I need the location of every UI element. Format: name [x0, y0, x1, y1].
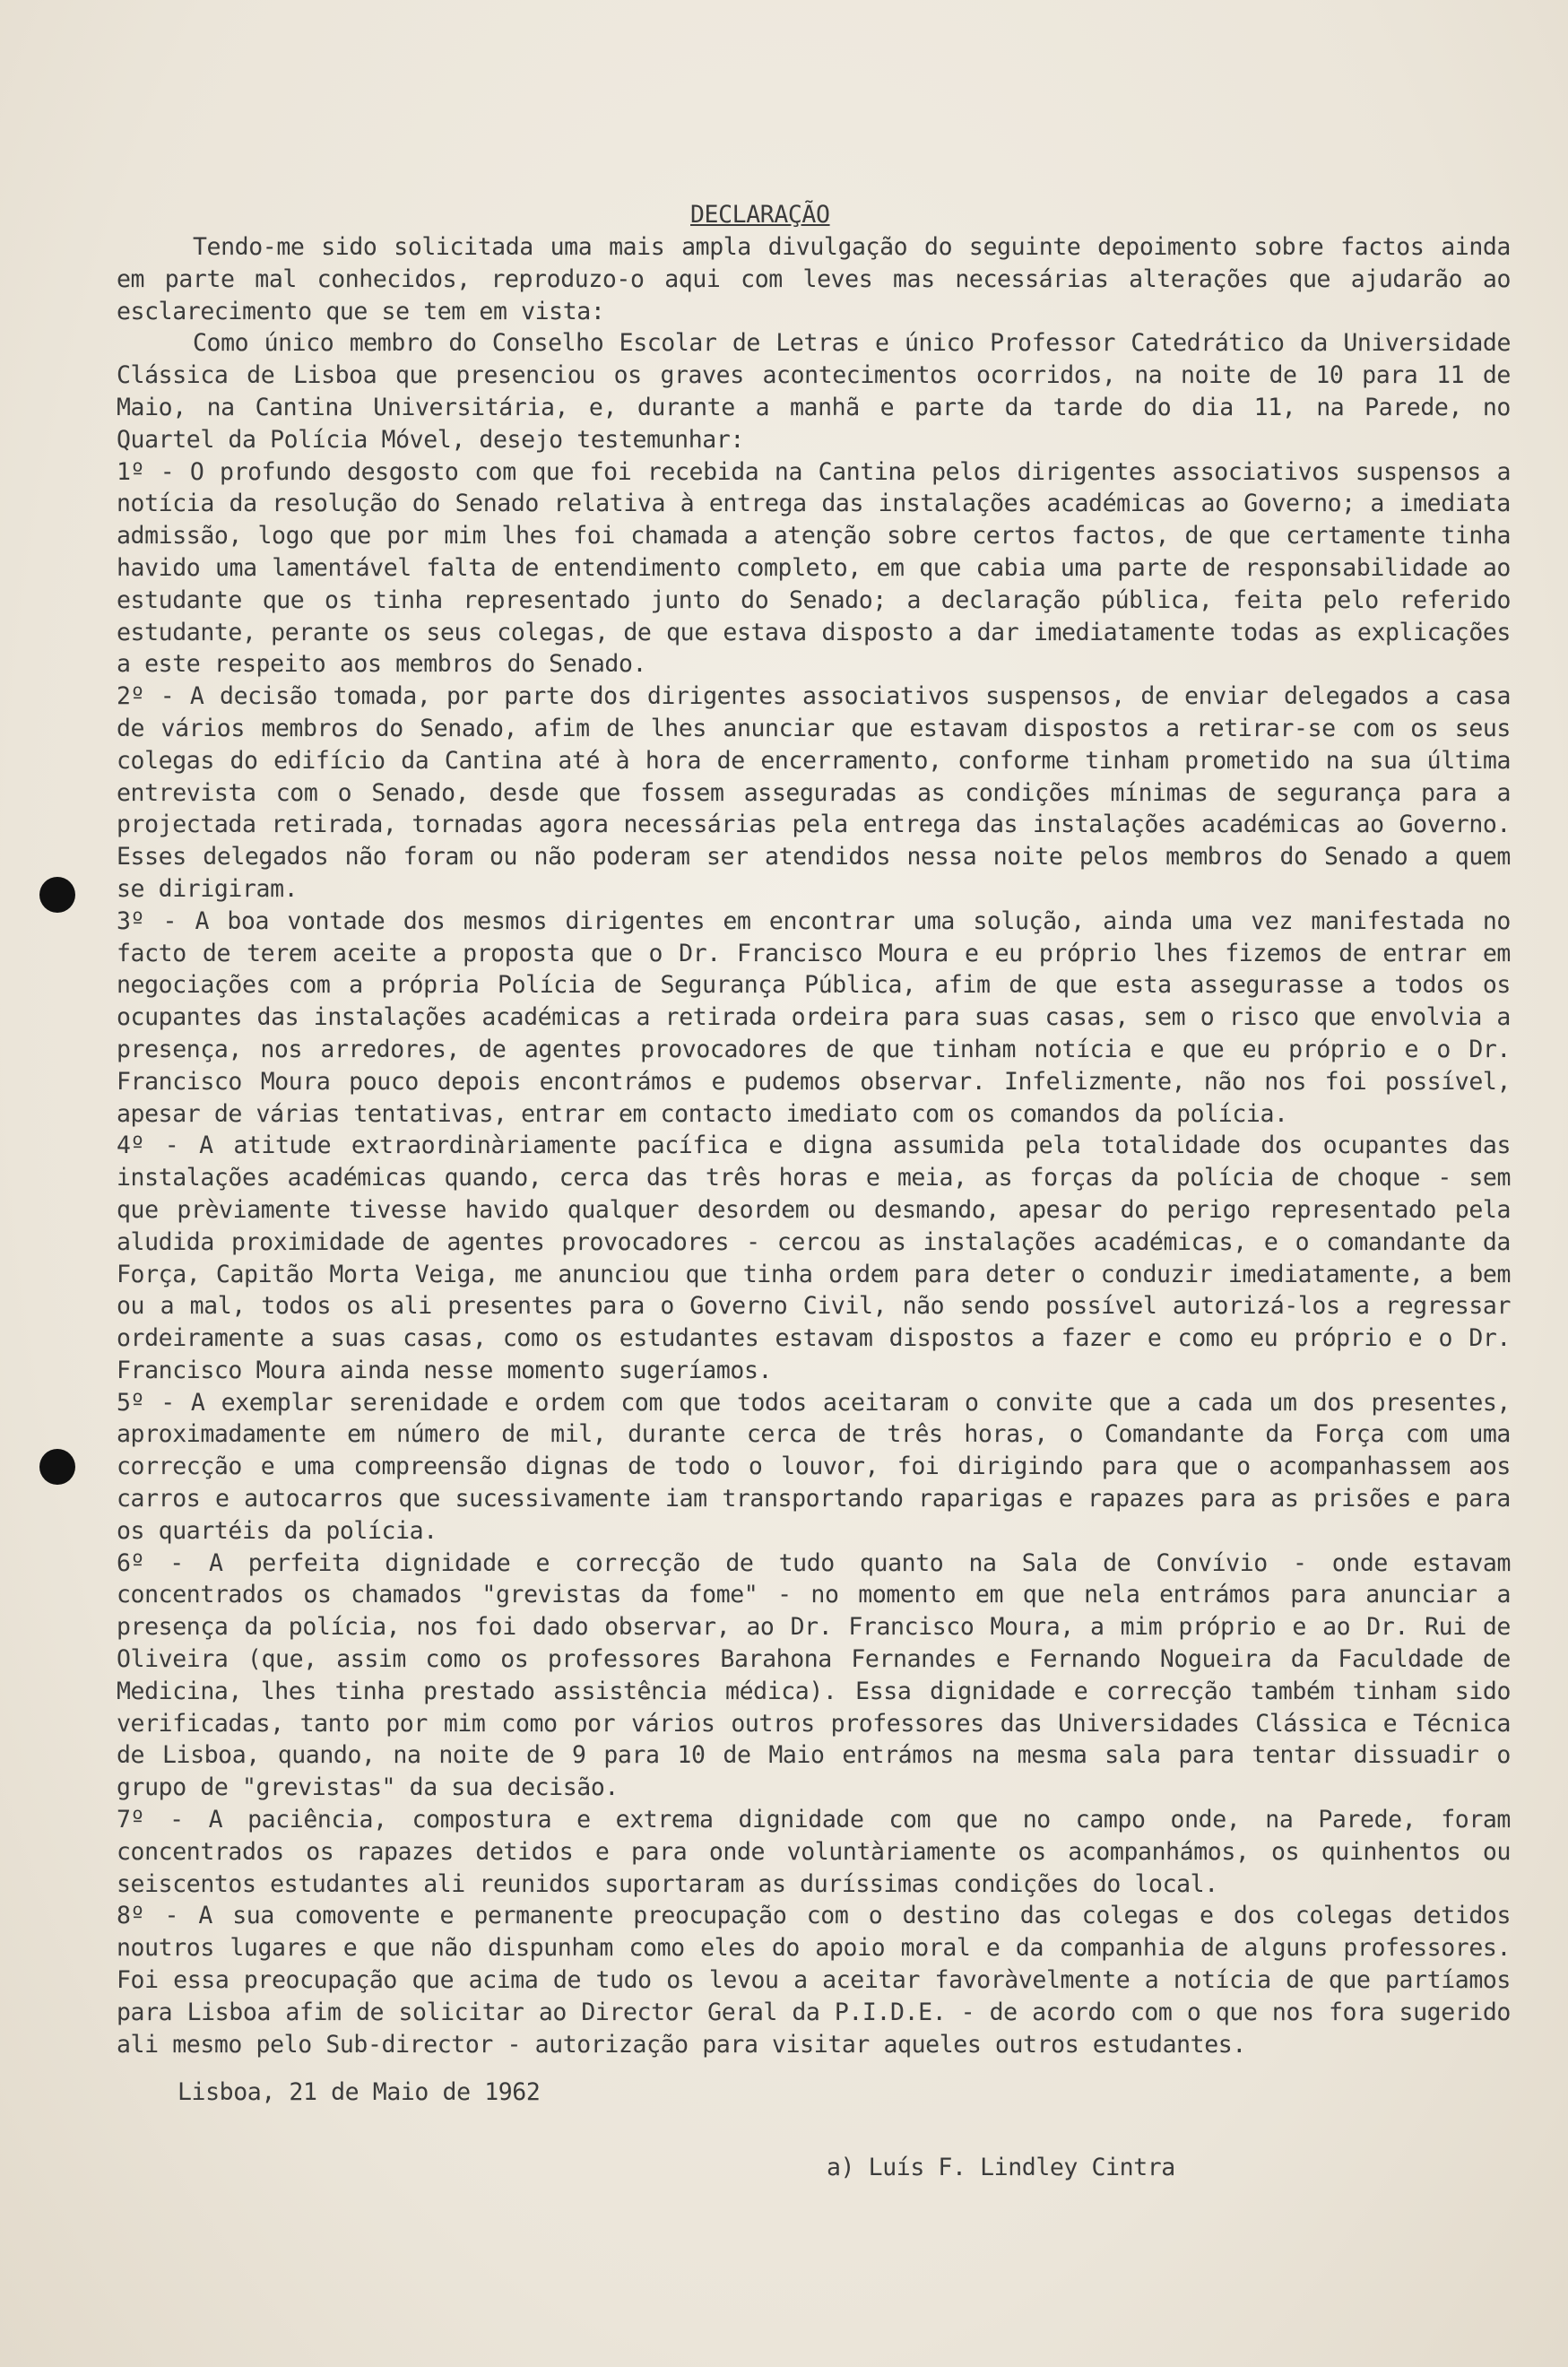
document-title: DECLARAÇÃO: [690, 201, 830, 229]
item-8: 8º - A sua comovente e permanente preocupação com o destino das colegas e dos colegas detidos noutros lugares e que não dispunham como eles do apoio moral e da companhia de alguns professores. Foi essa preocupação que acima de tudo os levou a aceitar favoràvelmente a notícia de que partíamos para Lisboa afim de solicitar ao Director Geral da P.I.D.E. - de acordo com o que nos fora sugerido ali mesmo pelo Sub-director - autorização para visitar aqueles outros estudantes.: [117, 1902, 1511, 2059]
place-date: Lisboa, 21 de Maio de 1962: [178, 2078, 541, 2106]
preamble-paragraph: Como único membro do Conselho Escolar de Letras e único Professor Catedrático da Universidade Clássica de Lisboa que presenciou os graves acontecimentos ocorridos, na noite de 10 para 11 de Maio, na Cantina Universitária, e, durante a manhã e parte da tarde do dia 11, na Parede, no Quartel da Polícia Móvel, desejo testemunhar:: [117, 329, 1511, 454]
punch-hole-top: [39, 877, 75, 913]
signature-line: a) Luís F. Lindley Cintra: [827, 2154, 1175, 2181]
item-3: 3º - A boa vontade dos mesmos dirigentes em encontrar uma solução, ainda uma vez manifestada no facto de terem aceite a proposta que o Dr. Francisco Moura e eu próprio lhes fizemos de entrar em negociações com a própria Polícia de Segurança Pública, afim de que esta assegurasse a todos os ocupantes das instalações académicas a retirada ordeira para suas casas, sem o risco que envolvia a presença, nos arredores, de agentes provocadores de que tinham notícia e que eu próprio e o Dr. Francisco Moura pouco depois encontrámos e pudemos observar. Infelizmente, não nos foi possível, apesar de várias tentativas, entrar em contacto imediato com os comandos da polícia.: [117, 906, 1511, 1128]
item-1: 1º - O profundo desgosto com que foi recebida na Cantina pelos dirigentes associativos suspensos a notícia da resolução do Senado relativa à entrega das instalações académicas ao Governo; a imediata admissão, logo que por mim lhes foi chamada a atenção sobre certos factos, de que certamente tinha havido uma lamentável falta de entendimento completo, em que cabia uma parte de responsabilidade ao estudante que os tinha representado junto do Senado; a declaração pública, feita pelo referido estudante, perante os seus colegas, de que estava disposto a dar imediatamente todas as explicações a este respeito aos membros do Senado.: [117, 457, 1511, 679]
declaration-body: [117, 199, 1511, 2060]
punch-hole-bottom: [39, 1449, 75, 1485]
item-5: 5º - A exemplar serenidade e ordem com que todos aceitaram o convite que a cada um dos presentes, aproximadamente em número de mil, durante cerca de três horas, o Comandante da Força com uma correcção e uma compreensão dignas de todo o louvor, foi dirigindo para que o acompanhassem aos carros e autocarros que sucessivamente iam transportando raparigas e rapazes para as prisões e para os quartéis da polícia.: [117, 1388, 1511, 1545]
item-2: 2º - A decisão tomada, por parte dos dirigentes associativos suspensos, de enviar delegados a casa de vários membros do Senado, afim de lhes anunciar que estavam dispostos a retirar-se com os seus colegas do edifício da Cantina até à hora de encerramento, conforme tinham prometido na sua última entrevista com o Senado, desde que fossem asseguradas as condições mínimas de segurança para a projectada retirada, tornadas agora necessárias pela entrega das instalações académicas ao Governo. Esses delegados não foram ou não poderam ser atendidos nessa noite pelos membros do Senado a quem se dirigiram.: [117, 682, 1511, 903]
item-6: 6º - A perfeita dignidade e correcção de tudo quanto na Sala de Convívio - onde estavam concentrados os chamados "grevistas da fome" - no momento em que nela entrámos para anunciar a presença da polícia, nos foi dado observar, ao Dr. Francisco Moura, a mim próprio e ao Dr. Rui de Oliveira (que, assim como os professores Barahona Fernandes e Fernando Nogueira da Faculdade de Medicina, lhes tinha prestado assistência médica). Essa dignidade e correcção também tinham sido verificadas, tanto por mim como por vários outros professores das Universidades Clássica e Técnica de Lisboa, quando, na noite de 9 para 10 de Maio entrámos na mesma sala para tentar dissuadir o grupo de "grevistas" da sua decisão.: [117, 1548, 1511, 1802]
item-7: 7º - A paciência, compostura e extrema dignidade com que no campo onde, na Parede, foram concentrados os rapazes detidos e para onde voluntàriamente os acompanhámos, os quinhentos ou seiscentos estudantes ali reunidos suportaram as duríssimas condições do local.: [117, 1806, 1511, 1898]
item-4: 4º - A atitude extraordinàriamente pacífica e digna assumida pela totalidade dos ocupantes das instalações académicas quando, cerca das três horas e meia, as forças da polícia de choque - sem que prèviamente tivesse havido qualquer desordem ou desmando, apesar do perigo representado pela aludida proximidade de agentes provocadores - cercou as instalações académicas, e o comandante da Força, Capitão Morta Veiga, me anunciou que tinha ordem para deter o conduzir imediatamente, a bem ou a mal, todos os ali presentes para o Governo Civil, não sendo possível autorizá-los a regressar ordeiramente a suas casas, como os estudantes estavam dispostos a fazer e como eu próprio e o Dr. Francisco Moura ainda nesse momento sugeríamos.: [117, 1131, 1511, 1384]
intro-paragraph: Tendo-me sido solicitada uma mais ampla divulgação do seguinte depoimento sobre factos ainda em parte mal conhecidos, reproduzo-o aqui com leves mas necessárias alterações que ajudarão ao esclarecimento que se tem em vista:: [117, 233, 1511, 325]
